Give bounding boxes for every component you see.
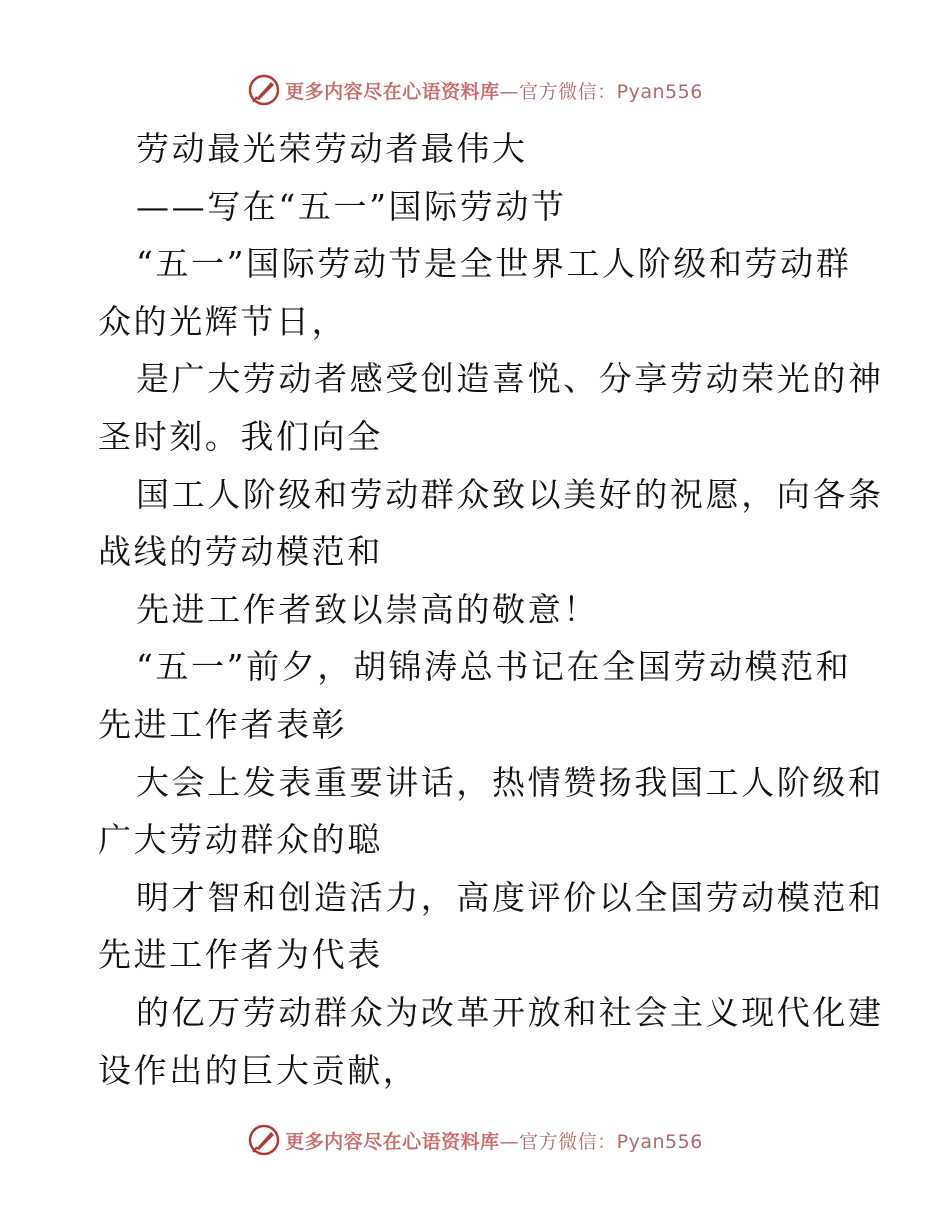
text-line: 是广大劳动者感受创造喜悦、分享劳动荣光的神	[136, 359, 884, 399]
watermark-main-text: 更多内容尽在心语资料库	[285, 1130, 500, 1153]
text-line: 劳动最光荣劳动者最伟大	[136, 129, 528, 168]
text-line: 广大劳动群众的聪	[98, 820, 383, 860]
text-line: 的亿万劳动群众为改革开放和社会主义现代化建	[136, 992, 884, 1032]
text-line: “五一”前夕，胡锦涛总书记在全国劳动模范和	[136, 647, 852, 687]
text-line: 设作出的巨大贡献，	[98, 1050, 419, 1090]
text-line: 大会上发表重要讲话，热情赞扬我国工人阶级和	[136, 762, 884, 802]
text-line: 战线的劳动模范和	[98, 532, 383, 572]
text-line: ——写在“五一”国际劳动节	[136, 186, 567, 226]
text-line: 先进工作者为代表	[98, 935, 383, 975]
text-line: 众的光辉节日，	[98, 301, 348, 341]
text-line: “五一”国际劳动节是全世界工人阶级和劳动群	[136, 244, 852, 284]
watermark-header	[0, 70, 950, 110]
document-body	[98, 120, 884, 1099]
watermark-sub-text: —官方微信：Pyan556	[499, 1130, 703, 1153]
text-line: 明才智和创造活力，高度评价以全国劳动模范和	[136, 877, 884, 917]
text-line: 国工人阶级和劳动群众致以美好的祝愿，向各条	[136, 474, 884, 514]
quill-logo-icon	[247, 1123, 281, 1157]
quill-logo-icon	[247, 73, 281, 107]
text-line: 圣时刻。我们向全	[98, 416, 383, 456]
watermark-sub-text: —官方微信：Pyan556	[499, 80, 703, 103]
watermark-footer	[0, 1120, 950, 1160]
text-line: 先进工作者致以崇高的敬意！	[136, 589, 599, 629]
watermark-main-text: 更多内容尽在心语资料库	[285, 80, 500, 103]
text-line: 先进工作者表彰	[98, 704, 348, 744]
